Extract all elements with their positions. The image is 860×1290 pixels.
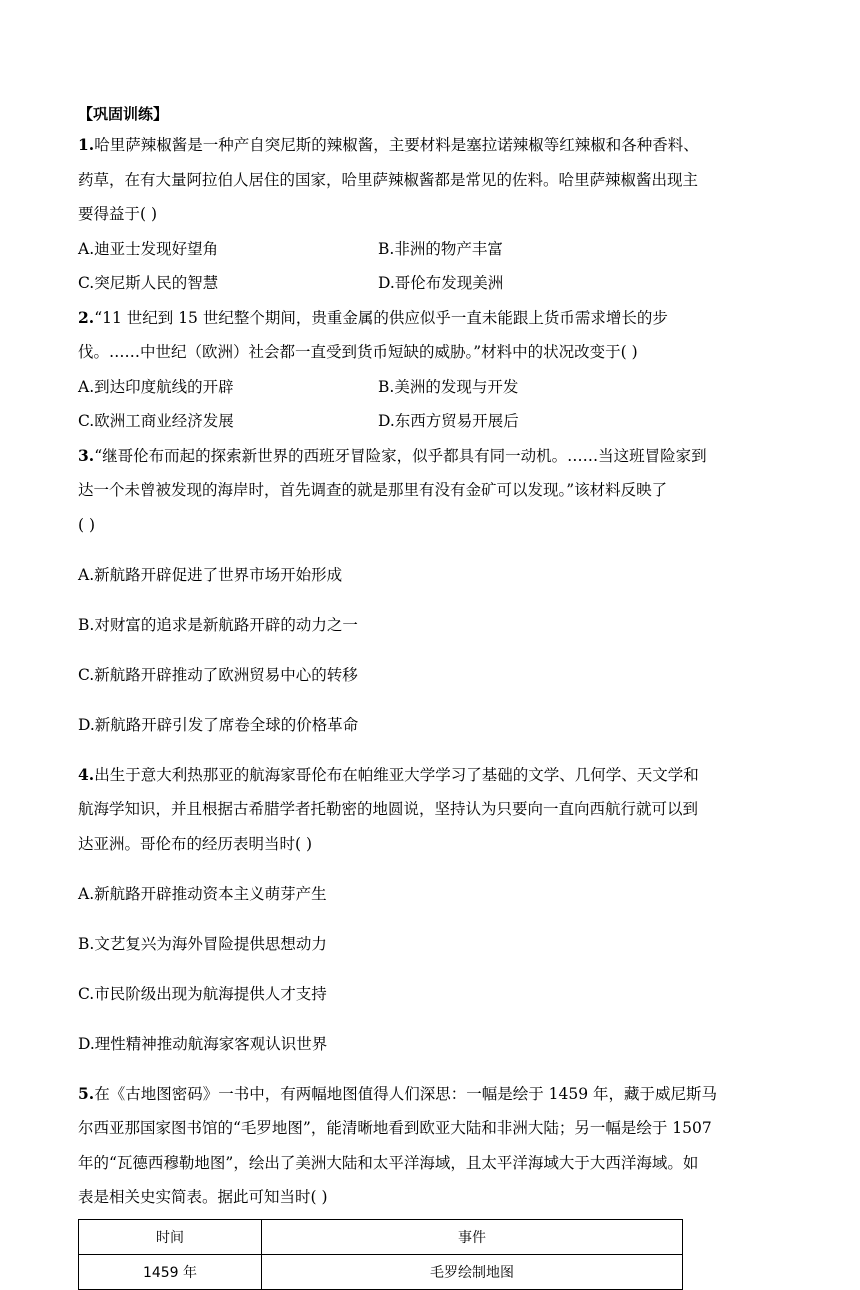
option-b[interactable]: B.非洲的物产丰富 xyxy=(378,239,503,258)
events-table xyxy=(78,1219,683,1290)
table-cell-time: 1459 年 xyxy=(79,1254,262,1289)
section-title: 【巩固训练】 xyxy=(78,105,169,123)
question-5-line-4: 表是相关史实简表。据此可知当时( ) xyxy=(78,1188,328,1206)
option-d[interactable]: D.理性精神推动航海家客观认识世界 xyxy=(78,1034,328,1053)
option-b[interactable]: B.美洲的发现与开发 xyxy=(378,377,519,396)
options-row xyxy=(78,266,798,301)
question-5 xyxy=(78,1077,798,1290)
option-c[interactable]: C.突尼斯人民的智慧 xyxy=(78,274,219,292)
question-4-line-3: 达亚洲。哥伦布的经历表明当时( ) xyxy=(78,834,313,853)
question-3-line-2: 达一个未曾被发现的海岸时，首先调查的就是那里有没有金矿可以发现。”该材料反映了 xyxy=(78,481,668,499)
option-d[interactable]: D.东西方贸易开展后 xyxy=(378,412,519,430)
question-4-line-1: 4.出生于意大利热那亚的航海家哥伦布在帕维亚大学学习了基础的文学、几何学、天文学和 xyxy=(78,764,699,784)
question-1-line-3: 要得益于( ) xyxy=(78,205,158,223)
question-2 xyxy=(78,301,798,439)
question-5-line-1: 5.在《古地图密码》一书中，有两幅地图值得人们深思：一幅是绘于 1459 年，藏于威尼斯马 xyxy=(78,1083,717,1103)
option-d[interactable]: D.新航路开辟引发了席卷全球的价格革命 xyxy=(78,715,359,734)
question-3-line-3: ( ) xyxy=(78,515,96,534)
question-1-line-2: 药草，在有大量阿拉伯人居住的国家，哈里萨辣椒酱都是常见的佐料。哈里萨辣椒酱出现主 xyxy=(78,170,699,189)
options-row xyxy=(78,232,798,267)
table-header-row xyxy=(79,1219,683,1254)
question-5-line-2: 尔西亚那国家图书馆的“毛罗地图”，能清晰地看到欧亚大陆和非洲大陆；另一幅是绘于 1507 xyxy=(78,1119,712,1137)
option-c[interactable]: C.新航路开辟推动了欧洲贸易中心的转移 xyxy=(78,665,358,684)
question-1 xyxy=(78,128,798,301)
question-5-line-3: 年的“瓦德西穆勒地图”，绘出了美洲大陆和太平洋海域，且太平洋海域大于大西洋海域。如 xyxy=(78,1153,699,1172)
option-c[interactable]: C.欧洲工商业经济发展 xyxy=(78,412,234,430)
question-3 xyxy=(78,439,798,743)
question-number: 4. xyxy=(78,764,95,784)
question-2-line-2: 伐。……中世纪（欧洲）社会都一直受到货币短缺的威胁。”材料中的状况改变于( ) xyxy=(78,343,638,361)
table-header-event: 事件 xyxy=(262,1219,683,1254)
option-b[interactable]: B.对财富的追求是新航路开辟的动力之一 xyxy=(78,615,358,634)
question-4 xyxy=(78,758,798,1062)
question-2-line-1: 2.“11 世纪到 15 世纪整个期间，贵重金属的供应似乎一直未能跟上货币需求增长的步 xyxy=(78,307,668,327)
option-d[interactable]: D.哥伦布发现美洲 xyxy=(378,274,504,292)
options-row xyxy=(78,370,798,405)
question-number: 3. xyxy=(78,445,95,465)
question-number: 5. xyxy=(78,1083,95,1103)
question-number: 1. xyxy=(78,135,95,154)
table-row xyxy=(79,1254,683,1289)
options-row xyxy=(78,404,798,439)
question-4-line-2: 航海学知识，并且根据古希腊学者托勒密的地圆说，坚持认为只要向一直向西航行就可以到 xyxy=(78,800,699,818)
option-c[interactable]: C.市民阶级出现为航海提供人才支持 xyxy=(78,984,327,1003)
option-a[interactable]: A.到达印度航线的开辟 xyxy=(78,377,234,396)
table-cell-event: 毛罗绘制地图 xyxy=(262,1254,683,1289)
table-header-time: 时间 xyxy=(79,1219,262,1254)
question-number: 2. xyxy=(78,307,95,327)
option-b[interactable]: B.文艺复兴为海外冒险提供思想动力 xyxy=(78,934,327,953)
worksheet xyxy=(78,100,798,1290)
question-3-line-1: 3.“继哥伦布而起的探索新世界的西班牙冒险家，似乎都具有同一动机。……当这班冒险家到 xyxy=(78,445,707,465)
option-a[interactable]: A.迪亚士发现好望角 xyxy=(78,239,219,258)
question-1-line-1: 1.哈里萨辣椒酱是一种产自突尼斯的辣椒酱，主要材料是塞拉诺辣椒等红辣椒和各种香料、 xyxy=(78,135,699,154)
option-a[interactable]: A.新航路开辟推动资本主义萌芽产生 xyxy=(78,884,327,903)
option-a[interactable]: A.新航路开辟促进了世界市场开始形成 xyxy=(78,565,343,584)
